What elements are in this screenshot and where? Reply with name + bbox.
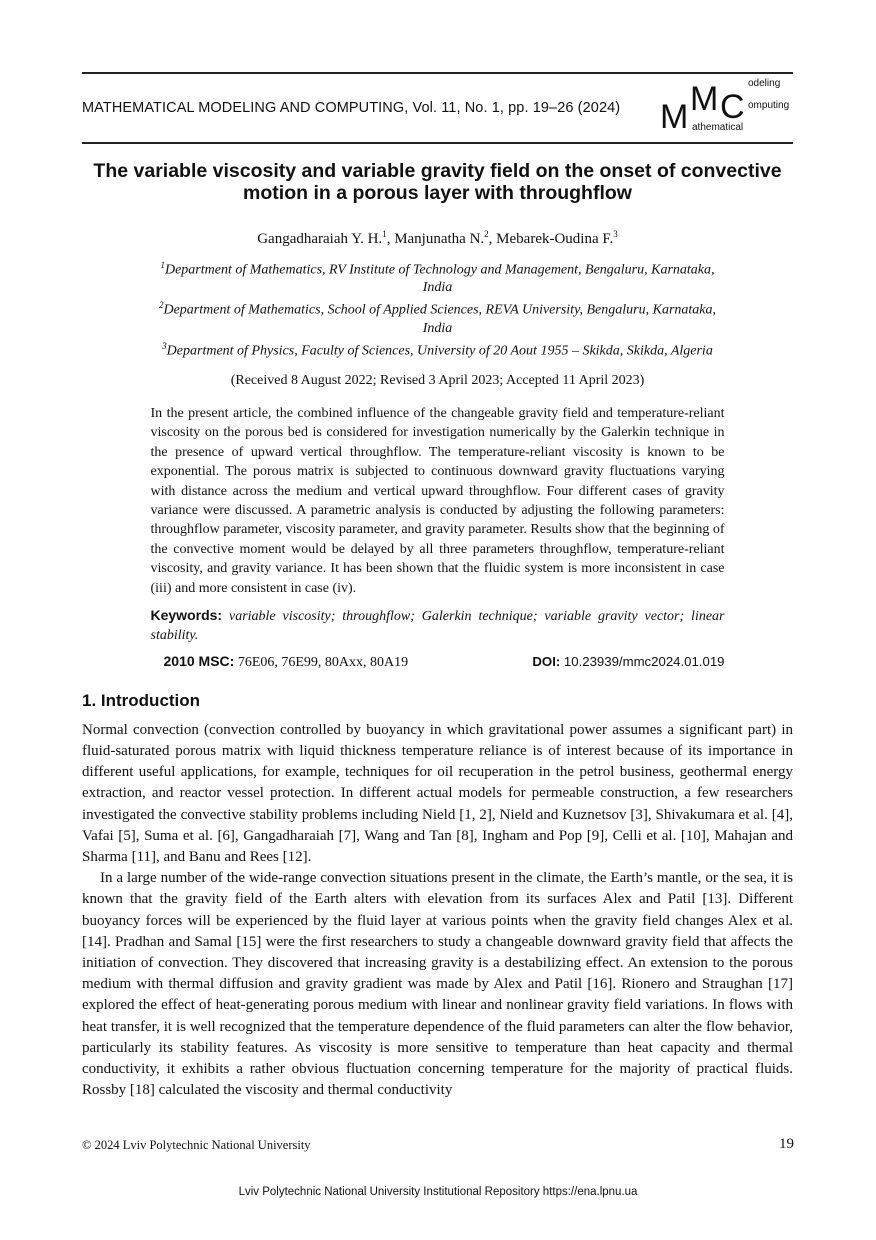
- page-number: 19: [779, 1136, 794, 1152]
- author-list: Gangadharaiah Y. H.$^1$, Manjunatha N.$^2$, Mebarek-Oudina F.$^3$: [257, 229, 618, 247]
- received-dates: (Received 8 August 2022; Revised 3 April 2023; Accepted 11 April 2023): [230, 372, 645, 388]
- msc-codes: 2010 MSC: 76E06, 76E99, 80Axx, 80A19: [163, 652, 409, 670]
- abstract-block: [151, 404, 725, 672]
- copyright: © 2024 Lviv Polytechnic National University: [82, 1138, 311, 1152]
- author: Gangadharaiah Y. H.: [257, 231, 383, 247]
- top-rule: [82, 72, 793, 74]
- abstract: In the present article, the combined influence of the changeable gravity field and temperature-reliant viscosity on the porous bed is considered for investigation numerically by the Galerkin technique in the presence of upward vertical throughflow. The temperature-reliant viscosity is known to be exponential. The porous matrix is subjected to continuous downward gravity fluctuations varying with distance across the medium and vertical upward throughflow. Four different cases of gravity variance were discussed. A parametric analysis is conducted by adjusting the following parameters: throughflow parameter, viscosity parameter, and gravity parameter. Results show that the beginning of the convective moment would be delayed by all three parameters throughflow, temperature-reliant viscosity, and gravity variance. It has been shown that the fluidic system is more inconsistent in case (iii) and more consistent in case (iv).: [150, 405, 725, 596]
- repository-footer: Lviv Polytechnic National University Institutional Repository https://ena.lpnu.ua: [238, 1186, 638, 1198]
- journal-header: MATHEMATICAL MODELING AND COMPUTING, Vol. 11, No. 1, pp. 19–26 (2024): [82, 100, 621, 116]
- section-heading: 1. Introduction: [82, 690, 201, 710]
- paper-title: The variable viscosity and variable gravity field on the onset of convective motion in a porous layer with throughflow: [93, 160, 782, 204]
- affiliation: $^2$Department of Mathematics, School of Applied Sciences, REVA University, Bengaluru, Karnataka, India: [158, 300, 716, 336]
- doi: DOI: 10.23939/mmc2024.01.019: [532, 653, 725, 669]
- msc-doi-row: [151, 652, 725, 672]
- paragraph: In a large number of the wide-range convection situations present in the climate, the Earth’s mantle, or the sea, it is known that the gravity field of the Earth alters with elevation from its surfaces Alex and Patil [13]. Different buoyancy forces will be experienced by the fluid layer at various points when the gravity field changes Alex et al. [14]. Pradhan and Samal [15] were the first researchers to study a changeable downward gravity field that affects the initiation of convection. They discovered that increasing gravity is a destabilizing effect. An extension to the porous medium with thermal diffusion and gravity gradient was made by Alex and Patil [16]. Rionero and Straughan [17] explored the effect of heat-generating porous medium with linear and nonlinear gravity field variations. In flows with heat transfer, it is well recognized that the temperature dependence of the fluid parameters can alter the flow behavior, particularly its stability features. As viscosity is more sensitive to temperature than heat capacity and thermal conductivity, it exhibits a rather obvious fluctuation concerning temperature for the majority of practical fluids. Rossby [18] calculated the viscosity and thermal conductivity: [82, 870, 793, 1099]
- introduction-body: [82, 720, 793, 1102]
- affiliation: $^1$Department of Mathematics, RV Institute of Technology and Management, Bengaluru, Karnataka, India: [160, 260, 715, 296]
- doi-link[interactable]: 10.23939/mmc2024.01.019: [563, 653, 725, 669]
- header-rule: [82, 142, 793, 144]
- article-front-matter: [82, 160, 793, 1101]
- author: Mebarek-Oudina F.: [496, 231, 614, 247]
- author: Manjunatha N.: [394, 231, 485, 247]
- affiliations: [150, 257, 726, 360]
- journal-logo: M M C odeling omputing athematical: [660, 78, 790, 136]
- keywords: Keywords: variable viscosity; throughflow; Galerkin technique; variable gravity vector; linear stability.: [150, 607, 725, 644]
- paragraph: Normal convection (convection controlled by buoyancy in which gravitational power assumes a significant part) in fluid-saturated porous matrix with liquid thickness temperature reliance is of interest because of its importance in different useful applications, for example, techniques for oil recuperation in the petrol business, geothermal energy extraction, and reactor vessel protection. In different actual models for permeable construction, a few researchers investigated the convective stability problems including Nield [1, 2], Nield and Kuznetsov [3], Shivakumara et al. [4], Vafai [5], Suma et al. [6], Gangadharaiah [7], Wang and Tan [8], Ingham and Pop [9], Celli et al. [10], Mahajan and Sharma [11], and Banu and Rees [12].: [82, 721, 793, 866]
- affiliation: $^3$Department of Physics, Faculty of Sciences, University of 20 Aout 1955 – Skikda, Skikda, Algeria: [162, 340, 713, 359]
